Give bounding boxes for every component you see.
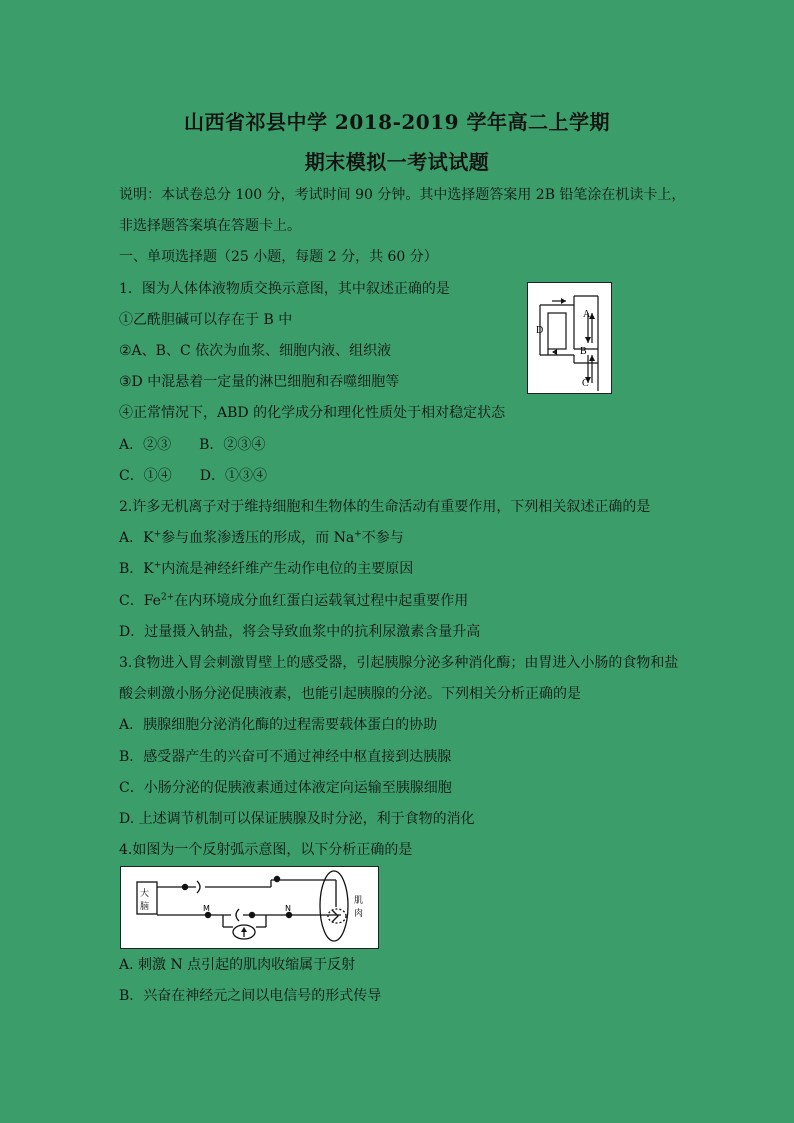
fig4-label-brain: 大 — [140, 889, 150, 899]
q4-option-a: A. 刺激 N 点引起的肌肉收缩属于反射 — [119, 957, 356, 973]
fig1-label-d: D — [536, 325, 544, 336]
q3-option-b: B．感受器产生的兴奋可不通过神经中枢直接到达胰腺 — [119, 749, 452, 765]
intro-line-1: 说明：本试卷总分 100 分，考试时间 90 分钟。其中选择题答案用 2B 铅笔涂在机读卡上， — [119, 187, 686, 203]
q3-option-c: C．小肠分泌的促胰液素通过体液定向运输至胰腺细胞 — [119, 780, 452, 796]
fig1-label-c: C — [582, 378, 589, 389]
q2-stem: 2.许多无机离子对于维持细胞和生物体的生命活动有重要作用，下列相关叙述正确的是 — [119, 499, 651, 515]
q1-option-a: A．②③ — [119, 437, 172, 453]
q1-statement-4: ④正常情况下，ABD 的化学成分和理化性质处于相对稳定状态 — [119, 405, 506, 421]
intro-line-2: 非选择题答案填在答题卡上。 — [119, 218, 301, 234]
q1-statement-2: ②A、B、C 依次为血浆、细胞内液、组织液 — [119, 343, 392, 359]
q2-option-c: C．$Fe^{2+}$在内环境成分血红蛋白运载氧过程中起重要作用 — [119, 592, 469, 609]
q3-option-a: A．胰腺细胞分泌消化酶的过程需要载体蛋白的协助 — [119, 717, 438, 733]
q1-statement-3: ③D 中混悬着一定量的淋巴细胞和吞噬细胞等 — [119, 374, 400, 390]
q1-option-c: C．①④ — [119, 468, 172, 484]
q2-option-b: B．K+内流是神经纤维产生动作电位的主要原因 — [119, 560, 414, 577]
q1-option-d: D．①③④ — [199, 468, 267, 484]
q4-stem: 4.如图为一个反射弧示意图，以下分析正确的是 — [119, 842, 413, 858]
fig4-label-n: N — [285, 904, 291, 913]
svg-text:肉: 肉 — [354, 909, 364, 919]
q4-option-b: B．兴奋在神经元之间以电信号的形式传导 — [119, 988, 382, 1004]
fig1-label-a: A — [583, 309, 591, 320]
q1-options-row-1 — [119, 436, 265, 454]
section-heading: 一、单项选择题（25 小题，每题 2 分，共 60 分） — [119, 249, 438, 265]
page-subtitle: 期末模拟一考试试题 — [304, 150, 490, 174]
svg-text:脑: 脑 — [140, 902, 150, 912]
fig4-label-muscle: 肌 — [354, 896, 364, 906]
q2-option-a: A．K+参与血浆渗透压的形成，而 Na+不参与 — [119, 529, 404, 546]
q3-option-d: D. 上述调节机制可以保证胰腺及时分泌，利于食物的消化 — [119, 811, 475, 827]
q1-fluid-exchange-figure — [527, 282, 612, 394]
q1-option-b: B．②③④ — [199, 437, 266, 453]
q1-stem: 1．图为人体体液物质交换示意图，其中叙述正确的是 — [119, 281, 450, 297]
fig1-label-b: B — [580, 346, 587, 357]
q1-statement-1: ①乙酰胆碱可以存在于 B 中 — [119, 312, 293, 328]
q4-reflex-arc-figure — [120, 866, 379, 949]
q3-stem-line-2: 酸会刺激小肠分泌促胰液素，也能引起胰腺的分泌。下列相关分析正确的是 — [119, 686, 581, 702]
q3-stem-line-1: 3.食物进入胃会刺激胃壁上的感受器，引起胰腺分泌多种消化酶；由胃进入小肠的食物和盐 — [119, 655, 679, 671]
q1-options-row-2 — [119, 467, 267, 485]
fig4-label-m: M — [203, 904, 210, 913]
page-title: 山西省祁县中学 2018-2019 学年高二上学期 — [183, 110, 611, 134]
q2-option-d: D．过量摄入钠盐，将会导致血浆中的抗利尿激素含量升高 — [119, 624, 481, 640]
